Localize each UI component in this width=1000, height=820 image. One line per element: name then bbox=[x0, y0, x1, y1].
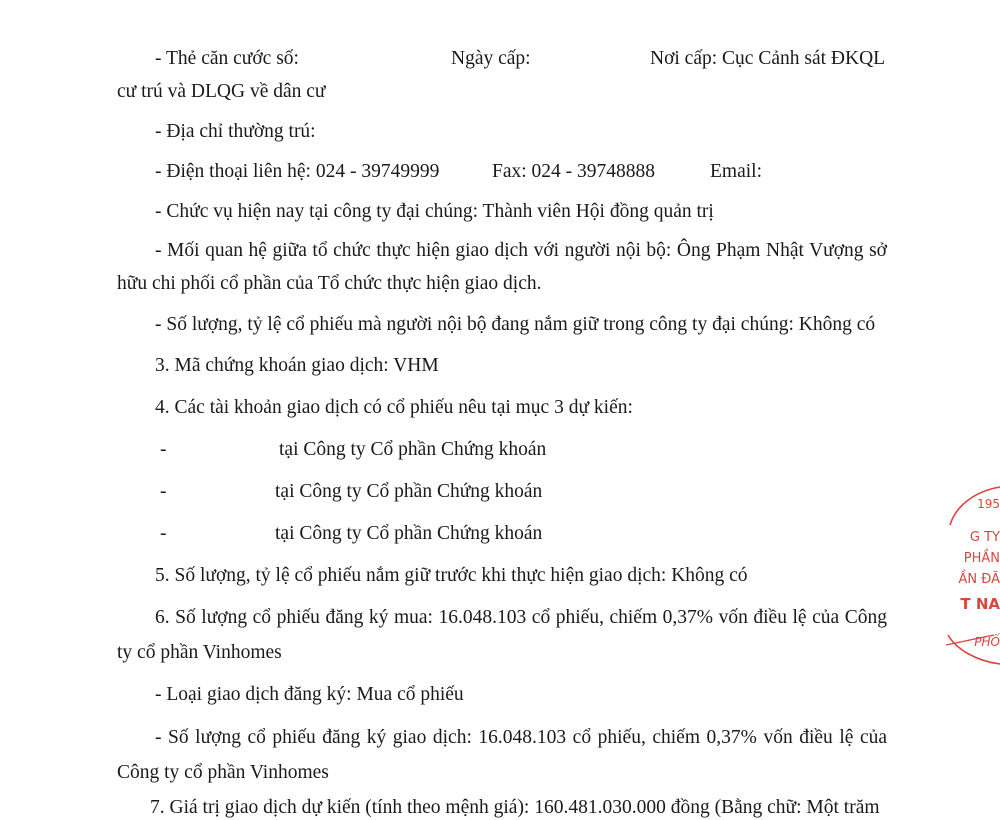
account-dash-3: - bbox=[160, 522, 167, 546]
issue-place-label: Nơi cấp: Cục Cảnh sát ĐKQL bbox=[650, 47, 885, 71]
accounts-heading: 4. Các tài khoản giao dịch có cổ phiếu nêu tại mục 3 dự kiến: bbox=[155, 396, 633, 420]
transaction-type-line: - Loại giao dịch đăng ký: Mua cổ phiếu bbox=[155, 683, 464, 707]
account-dash-1: - bbox=[160, 438, 167, 462]
holding-before-line: 5. Số lượng, tỷ lệ cổ phiếu nắm giữ trước khi thực hiện giao dịch: Không có bbox=[155, 564, 748, 588]
account-item-1: tại Công ty Cổ phần Chứng khoán bbox=[279, 438, 546, 462]
relation-line-1: - Mối quan hệ giữa tổ chức thực hiện giao dịch với người nội bộ: Ông Phạm Nhật Vượng sở bbox=[155, 239, 887, 263]
id-card-label: - Thẻ căn cước số: bbox=[155, 47, 299, 71]
ticker-line: 3. Mã chứng khoán giao dịch: VHM bbox=[155, 354, 439, 378]
seal-text-6: PHỐ bbox=[974, 635, 1000, 649]
company-seal bbox=[942, 485, 1000, 665]
relation-line-2: hữu chi phối cổ phần của Tổ chức thực hiện giao dịch. bbox=[117, 272, 541, 296]
email-label: Email: bbox=[710, 160, 762, 184]
issue-date-label: Ngày cấp: bbox=[451, 47, 531, 71]
seal-text-4: ẦN ĐÃ bbox=[959, 572, 1000, 587]
cut-off-text: 7. Giá trị giao dịch dự kiến (tính theo mệnh giá): 160.481.030.000 đồng (Bằng chữ: Một trăm bbox=[150, 796, 880, 820]
transaction-quantity-line-2: Công ty cổ phần Vinhomes bbox=[117, 761, 329, 785]
register-buy-line-2: ty cổ phần Vinhomes bbox=[117, 641, 282, 665]
register-buy-line-1: 6. Số lượng cổ phiếu đăng ký mua: 16.048.103 cổ phiếu, chiếm 0,37% vốn điều lệ của Công bbox=[155, 606, 887, 630]
account-item-3: tại Công ty Cổ phần Chứng khoán bbox=[275, 522, 542, 546]
account-dash-2: - bbox=[160, 480, 167, 504]
issue-place-continued: cư trú và DLQG về dân cư bbox=[117, 80, 325, 104]
seal-text-3: PHẦN bbox=[964, 551, 1000, 566]
insider-holding-line: - Số lượng, tỷ lệ cổ phiếu mà người nội bộ đang nắm giữ trong công ty đại chúng: Không có bbox=[155, 313, 875, 337]
seal-text-2: G TY bbox=[970, 530, 1000, 545]
address-label: - Địa chỉ thường trú: bbox=[155, 120, 316, 144]
cut-off-line bbox=[150, 800, 910, 810]
position-line: - Chức vụ hiện nay tại công ty đại chúng: Thành viên Hội đồng quản trị bbox=[155, 200, 714, 224]
transaction-quantity-line-1: - Số lượng cổ phiếu đăng ký giao dịch: 16.048.103 cổ phiếu, chiếm 0,37% vốn điều lệ của bbox=[155, 726, 887, 750]
seal-text-1: 195 bbox=[977, 497, 1000, 511]
account-item-2: tại Công ty Cổ phần Chứng khoán bbox=[275, 480, 542, 504]
seal-text-5: T NA bbox=[960, 595, 1000, 613]
fax-label: Fax: 024 - 39748888 bbox=[492, 160, 655, 184]
phone-label: - Điện thoại liên hệ: 024 - 39749999 bbox=[155, 160, 439, 184]
